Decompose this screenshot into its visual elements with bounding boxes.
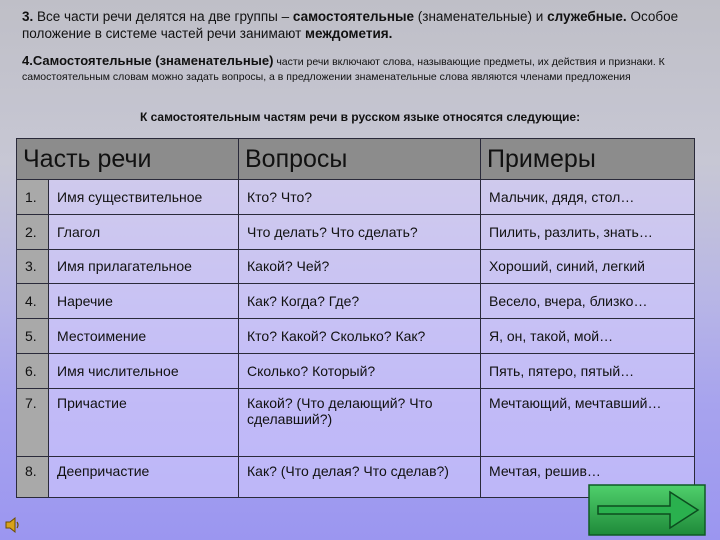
- intro-paragraph-4: [22, 53, 712, 85]
- p1-num: 3.: [22, 9, 34, 24]
- table-row: [17, 319, 695, 354]
- table-row: [17, 180, 695, 215]
- table-row: [17, 284, 695, 319]
- intro-paragraph-3: [22, 8, 712, 42]
- row-examples: Мечтающий, мечтавший…: [481, 388, 695, 456]
- p1-text-a: Все части речи делятся на две группы –: [33, 9, 293, 24]
- row-examples: Весело, вчера, близко…: [481, 284, 695, 319]
- next-slide-arrow-icon[interactable]: [588, 484, 706, 536]
- row-part-of-speech: Имя прилагательное: [49, 249, 239, 284]
- row-questions: Как? (Что делая? Что сделав?): [239, 456, 481, 497]
- row-examples: Пять, пятеро, пятый…: [481, 353, 695, 388]
- p2-lead: 4.Самостоятельные (знаменательные): [22, 53, 274, 68]
- table-row: [17, 249, 695, 284]
- row-number: 7.: [17, 388, 49, 456]
- row-part-of-speech: Наречие: [49, 284, 239, 319]
- row-part-of-speech: Причастие: [49, 388, 239, 456]
- table-row: [17, 353, 695, 388]
- row-questions: Какой? (Что делающий? Что сделавший?): [239, 388, 481, 456]
- table-header-row: [17, 139, 695, 180]
- header-examples: Примеры: [481, 139, 695, 180]
- row-examples: Пилить, разлить, знать…: [481, 214, 695, 249]
- p1-bold-d: служебные.: [547, 9, 627, 24]
- p1-bold-f: междометия.: [305, 26, 393, 41]
- row-questions: Какой? Чей?: [239, 249, 481, 284]
- header-part-of-speech: Часть речи: [17, 139, 239, 180]
- row-number: 6.: [17, 353, 49, 388]
- row-examples: Мечтая, решив…: [481, 456, 695, 497]
- p1-text-c: (знаменательные) и: [414, 9, 548, 24]
- row-number: 5.: [17, 319, 49, 354]
- row-number: 1.: [17, 180, 49, 215]
- table-caption: К самостоятельным частям речи в русском языке относятся следующие:: [139, 110, 581, 124]
- row-number: 3.: [17, 249, 49, 284]
- p2-rest: части речи включают слова, называющие предметы, их действия и признаки. К самостоятельным словам можно задать вопросы, а в предложении знаменательные слова являются членами предложения: [22, 56, 665, 83]
- row-examples: Я, он, такой, мой…: [481, 319, 695, 354]
- table-row: [17, 214, 695, 249]
- row-questions: Кто? Какой? Сколько? Как?: [239, 319, 481, 354]
- row-questions: Что делать? Что сделать?: [239, 214, 481, 249]
- row-number: 8.: [17, 456, 49, 497]
- row-questions: Сколько? Который?: [239, 353, 481, 388]
- row-number: 2.: [17, 214, 49, 249]
- row-part-of-speech: Местоимение: [49, 319, 239, 354]
- p1-text-e: Особое положение в системе частей речи занимают: [22, 9, 679, 41]
- speaker-icon[interactable]: [4, 516, 22, 534]
- row-number: 4.: [17, 284, 49, 319]
- table-row: [17, 388, 695, 456]
- header-questions: Вопросы: [239, 139, 481, 180]
- row-part-of-speech: Имя существительное: [49, 180, 239, 215]
- parts-of-speech-table: [16, 138, 695, 498]
- row-part-of-speech: Имя числительное: [49, 353, 239, 388]
- row-examples: Хороший, синий, легкий: [481, 249, 695, 284]
- row-questions: Кто? Что?: [239, 180, 481, 215]
- row-questions: Как? Когда? Где?: [239, 284, 481, 319]
- p1-bold-b: самостоятельные: [292, 9, 415, 24]
- row-part-of-speech: Деепричастие: [49, 456, 239, 497]
- row-part-of-speech: Глагол: [49, 214, 239, 249]
- row-examples: Мальчик, дядя, стол…: [481, 180, 695, 215]
